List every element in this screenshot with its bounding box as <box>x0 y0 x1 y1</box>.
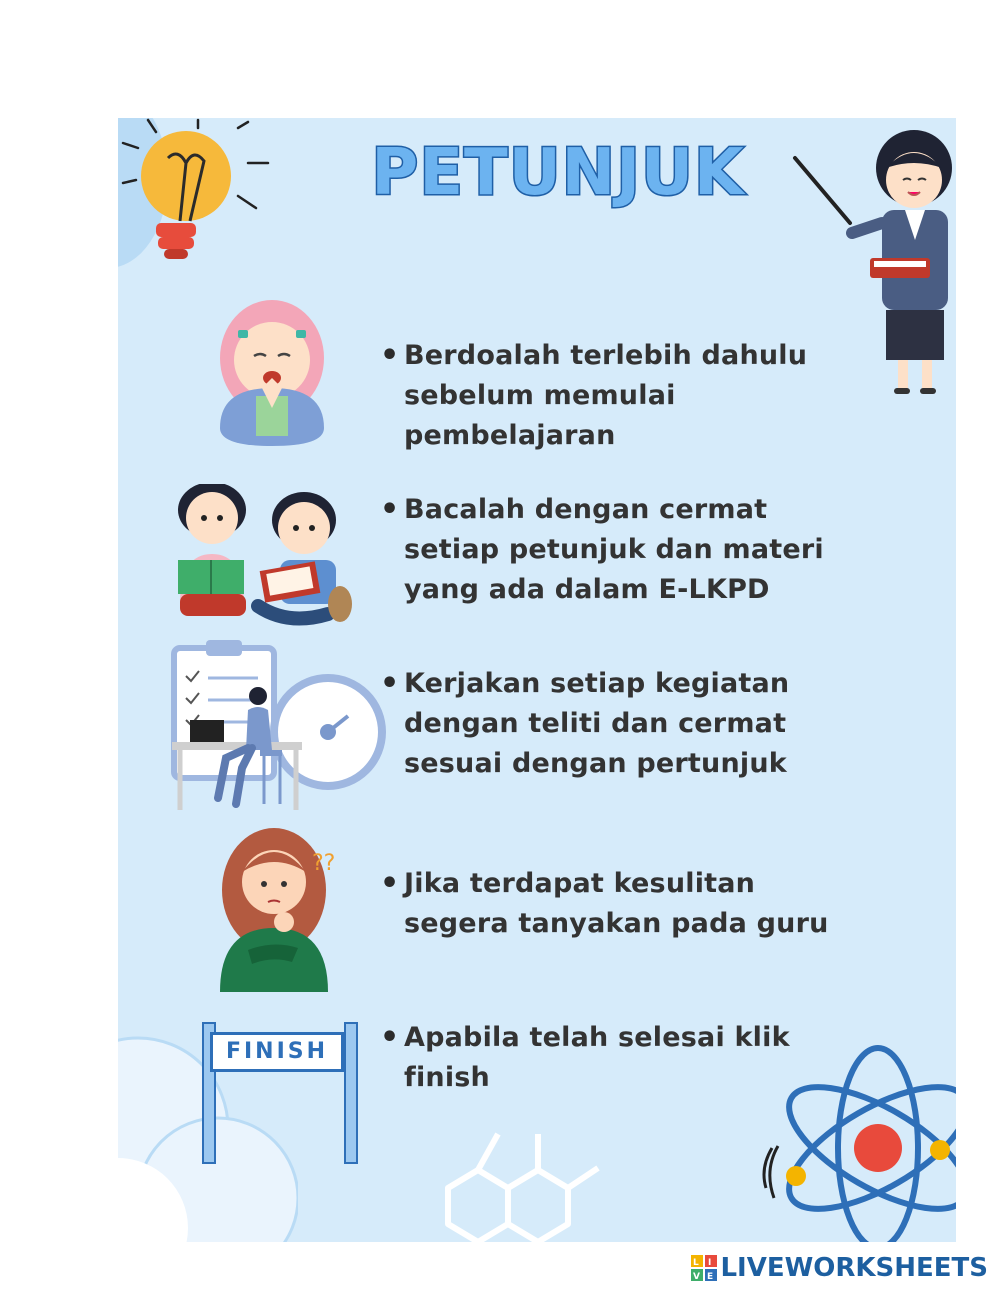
instruction-item <box>380 336 860 456</box>
svg-text:??: ?? <box>312 851 336 876</box>
finish-banner-sign: FINISH <box>210 1032 344 1072</box>
praying-girl-icon <box>216 298 328 446</box>
atom-icon <box>758 1028 956 1242</box>
instruction-text: Jika terdapat kesulitan segera tanyakan pada guru <box>404 868 829 939</box>
page-title: PETUNJUK <box>371 136 745 210</box>
svg-text:E: E <box>707 1272 714 1281</box>
liveworksheets-logo-icon <box>691 1255 717 1281</box>
bullet: • <box>380 338 400 373</box>
svg-text:V: V <box>693 1272 701 1281</box>
finish-post-right <box>344 1022 358 1164</box>
liveworksheets-wordmark: LIVEWORKSHEETS <box>720 1253 988 1283</box>
instruction-text: Bacalah dengan cermat setiap petunjuk dan materi yang ada dalam E-LKPD <box>404 494 824 605</box>
instruction-poster <box>118 118 956 1242</box>
svg-text:L: L <box>693 1258 700 1268</box>
molecule-decoration <box>418 1118 638 1242</box>
kids-reading-icon <box>172 484 352 634</box>
instruction-text: Berdoalah terlebih dahulu sebelum memulai pembelajaran <box>404 340 808 451</box>
instruction-item <box>380 664 860 784</box>
bullet: • <box>380 492 400 527</box>
bullet: • <box>380 666 400 701</box>
svg-text:I: I <box>708 1258 712 1268</box>
liveworksheets-brand <box>691 1253 988 1283</box>
finish-banner-icon <box>202 1022 362 1162</box>
instruction-item <box>380 490 860 610</box>
instruction-item <box>380 864 860 944</box>
instruction-text: Kerjakan setiap kegiatan dengan teliti dan cermat sesuai dengan pertunjuk <box>404 668 790 779</box>
bullet: • <box>380 1020 400 1055</box>
thinking-woman-icon <box>218 826 350 992</box>
instruction-text: Apabila telah selesai klik finish <box>404 1022 790 1093</box>
working-clock-icon <box>168 638 388 814</box>
light-bulb-icon <box>118 118 278 278</box>
bullet: • <box>380 866 400 901</box>
